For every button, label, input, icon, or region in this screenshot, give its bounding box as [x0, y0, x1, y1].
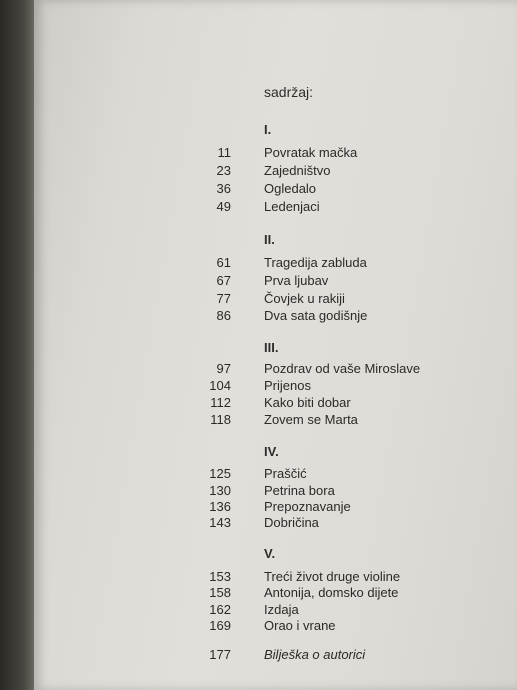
part-heading: II. [264, 232, 275, 247]
toc-entry [34, 199, 517, 217]
entry-title: Prijenos [264, 378, 311, 393]
toc-entry [34, 163, 517, 181]
part-heading: III. [264, 340, 279, 355]
toc-entry [34, 181, 517, 199]
table-of-contents [34, 0, 517, 690]
entry-page-number: 77 [216, 291, 231, 306]
entry-page-number: 86 [216, 308, 231, 323]
entry-title: Tragedija zabluda [264, 255, 367, 270]
entry-title: Izdaja [264, 602, 299, 617]
toc-entry [34, 378, 517, 396]
toc-entry [34, 273, 517, 291]
entry-title: Bilješka o autorici [264, 647, 366, 662]
entry-page-number: 162 [209, 602, 231, 617]
entry-title: Pozdrav od vaše Miroslave [264, 361, 421, 376]
entry-page-number: 153 [209, 569, 231, 584]
toc-title: sadržaj: [264, 84, 314, 100]
entry-title: Ledenjaci [264, 199, 320, 214]
entry-page-number: 61 [216, 255, 231, 270]
entry-page-number: 11 [217, 145, 231, 160]
toc-entry [34, 145, 517, 163]
part-heading: V. [264, 546, 276, 561]
toc-entry [34, 618, 517, 636]
toc-entry [34, 466, 517, 484]
entry-title: Povratak mačka [264, 145, 358, 160]
entry-title: Dva sata godišnje [264, 308, 368, 323]
entry-page-number: 118 [210, 412, 231, 427]
entry-title: Antonija, domsko dijete [264, 585, 399, 600]
entry-title: Treći život druge violine [264, 569, 401, 584]
entry-title: Praščić [264, 466, 307, 481]
entry-page-number: 177 [209, 647, 231, 662]
entry-title: Zovem se Marta [264, 412, 358, 427]
entry-title: Ogledalo [264, 181, 317, 196]
entry-page-number: 36 [216, 181, 231, 196]
entry-title: Petrina bora [264, 483, 335, 498]
entry-title: Prepoznavanje [264, 499, 351, 514]
entry-page-number: 112 [210, 395, 231, 410]
toc-entry [34, 412, 517, 430]
entry-title: Čovjek u rakiji [264, 291, 345, 306]
entry-title: Prva ljubav [264, 273, 329, 288]
toc-entry [34, 585, 517, 603]
entry-page-number: 143 [209, 515, 231, 530]
entry-page-number: 125 [209, 466, 231, 481]
toc-entry [34, 291, 517, 309]
entry-page-number: 49 [216, 199, 231, 214]
entry-title: Zajedništvo [264, 163, 331, 178]
toc-entry [34, 515, 517, 533]
toc-entry [34, 361, 517, 379]
entry-page-number: 169 [209, 618, 231, 633]
entry-page-number: 136 [209, 499, 231, 514]
toc-entry [34, 255, 517, 273]
entry-title: Orao i vrane [264, 618, 336, 633]
toc-entry-afterword [34, 647, 517, 665]
entry-title: Kako biti dobar [264, 395, 351, 410]
entry-page-number: 104 [209, 378, 231, 393]
entry-page-number: 23 [216, 163, 231, 178]
entry-page-number: 67 [216, 273, 231, 288]
toc-entry [34, 308, 517, 326]
toc-entry [34, 395, 517, 413]
part-heading: IV. [264, 444, 279, 459]
entry-page-number: 158 [209, 585, 231, 600]
entry-title: Dobričina [264, 515, 319, 530]
entry-page-number: 130 [209, 483, 231, 498]
book-page [34, 0, 517, 690]
part-heading: I. [264, 122, 272, 137]
book-spine-edge [0, 0, 34, 690]
entry-page-number: 97 [216, 361, 231, 376]
